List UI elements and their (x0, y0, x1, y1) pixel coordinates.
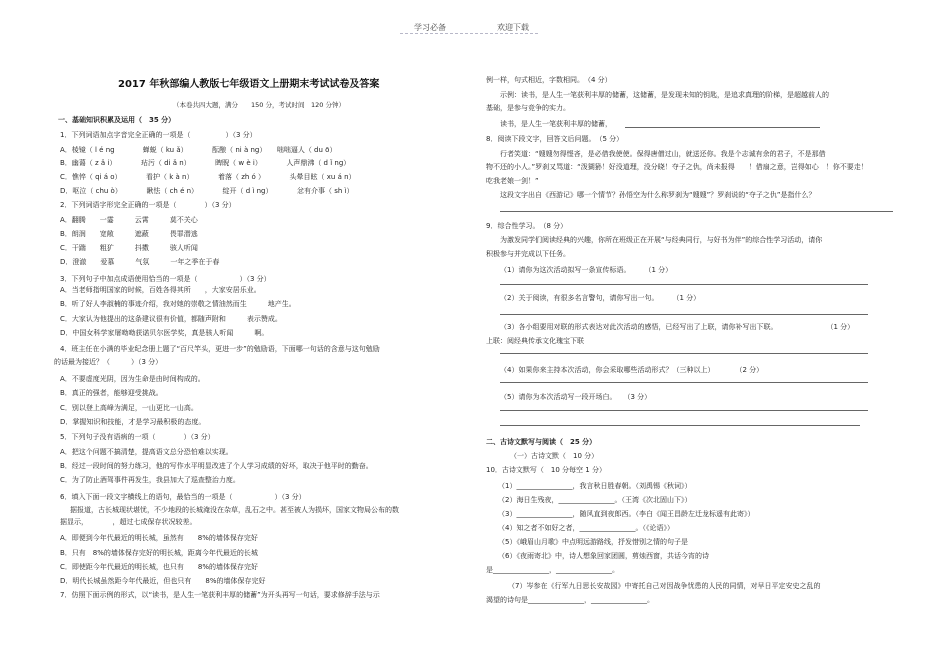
text-line: B．幽蔼（ z ǎ i） 玷污（ di ǎ n） 睥睨（ w è i） 人声鼎沸（ d ǐ ng） (60, 159, 351, 167)
text-line: A．翻腾 一霎 云霄 莫不关心 (60, 216, 198, 224)
text-line: 8．阅读下段文字，回答文后问题。 （5 分） (486, 135, 624, 143)
text-line: 示例：读书，是人生一笔获利丰厚的储蓄，这储蓄，是发现未知的钥匙，是追求真理的阶梯，是超越前人的 (500, 91, 829, 99)
text-line: B．朗润 宽敞 遮蔽 畏罪潜逃 (60, 230, 198, 238)
text-line: （1）________________，我言秋日胜春朝。（刘禹锡《秋词》） (498, 482, 692, 490)
text-line: 4．班主任在小满的毕业纪念册上题了“百尺竿头，更进一步”的勉励语，下面哪一句话的含意与这句勉励 (60, 345, 380, 353)
header-left: 学习必备 (414, 23, 446, 32)
answer-line (625, 127, 820, 128)
text-line: B．经过一段时间的努力练习，他的写作水平明显改进了个人学习成绩的好坏，取决于他平时的勤奋。 (60, 462, 373, 470)
text-line: D．澄澈 爱慕 气氛 一年之季在于春 (60, 258, 220, 266)
text-line: 上联：阅经典传承文化瑰宝下联 (486, 337, 584, 345)
answer-line (500, 425, 860, 426)
text-line: 渴望的诗句是________________，________________。 (486, 596, 654, 604)
text-line: 一、基础知识积累及运用（ 35 分） (58, 116, 176, 124)
text-line: D．中国女科学家屠呦呦获诺贝尔医学奖，真是骇人听闻 啊。 (60, 329, 269, 337)
text-line: 2．下列词语字形完全正确的一项是（ ）（3 分） (60, 201, 236, 209)
text-line: 这段文字出自《西游记》哪一个情节？孙悟空为什么称罗刹为“嫂嫂”？罗刹说的“夺子之仇”是指什么？ (500, 191, 816, 199)
text-line: C．大家认为他提出的这条建议很有价值，都随声附和 表示赞成。 (60, 315, 282, 323)
text-line: B．听了好人李淑楠的事迹介绍，我对她的崇敬之情油然而生 地产生。 (60, 300, 296, 308)
text-line: （5）请你为本次活动写一段开场白。 （3 分） (500, 393, 652, 401)
answer-line (500, 353, 868, 354)
text-line: （一）古诗文默（ 10 分） (510, 452, 599, 460)
text-line: 6．填入下面一段文字横线上的语句，最恰当的一项是（ ）（3 分） (60, 493, 306, 501)
text-line: C．干踹 粗犷 抖擞 骇人听闻 (60, 244, 198, 252)
text-line: A．把这个问题不搞清楚，提高语文总分恐怕难以实现。 (60, 448, 233, 456)
text-line: （5）《峨眉山月歌》中点明远游路线，抒发惜别之情的句子是 (498, 538, 688, 546)
text-line: （7）岑参在《行军九日思长安故园》中寄托自己对因战争忧患的人民的同情，对早日平定安史之乱的 (508, 582, 821, 590)
text-line: 据报道，古长城现状堪忧，不少地段的长城淹没在杂草，乱石之中。甚至被人为损坏，国家文物局公布的数 (70, 506, 399, 514)
text-line: 10．古诗文默写（ 10 分每空 1 分） (486, 466, 606, 474)
text-line: 物不还的小人。”罗刹又骂道：“泼猢狲！好没道理，没分晓！夺子之仇，尚未报得 ！借扇之意，岂得如心 ！你不要走！ (486, 163, 868, 171)
text-line: A．当老师指明国家的时候，百姓各得其所 ，大家安居乐业。 (60, 286, 261, 294)
text-line: D．明代长城虽然距今年代最近，但也只有 8%的墙体保存完好 (60, 577, 266, 585)
text-line: （3）________________，随风直到夜郎西。（李白《闻王昌龄左迁龙标遥有此寄》） (498, 510, 755, 518)
text-line: 例一样，句式相近，字数相同。 （4 分） (486, 76, 612, 84)
text-line: （4）知之者不如好之者，________________。（《论语》） (498, 524, 674, 532)
text-line: 是________________，________________。 (486, 566, 619, 574)
text-line: 为激发同学们阅读经典的兴趣，你所在班级正在开展“与经典同行，与好书为伴”的综合性学习活动，请你 (500, 236, 823, 244)
text-line: 吃我老娘一剑！” (486, 177, 539, 185)
answer-line (500, 211, 893, 212)
text-line: B．真正的强者，能够迎受挑战。 (60, 389, 163, 397)
text-line: A．即便到今年代最近的明长城，虽然有 8%的墙体保存完好 (60, 534, 258, 542)
text-line: 积极参与并完成以下任务。 (486, 250, 570, 258)
text-line: 7．仿照下面示例的形式，以“读书，是人生一笔获利丰厚的储蓄”为开头再写一句话，要求修辞手法与示 (60, 591, 380, 599)
text-line: 的话最为接近？（ ）（3 分） (54, 358, 163, 366)
answer-line (500, 410, 868, 411)
exam-title: 2017 年秋部编人教版七年级语文上册期末考试试卷及答案 (118, 79, 380, 90)
page-header (0, 22, 950, 38)
text-line: A．棱镜（ l é ng 蝉蜕（ ku ǎ） 酝酿（ ni à ng） 咄咄逼人（ du ō） (60, 146, 337, 154)
text-line: 5．下列句子没有语病的一项（ ）（3 分） (60, 433, 215, 441)
text-line: 3．下列句子中加点成语使用恰当的一项是（ ）（3 分） (60, 275, 271, 283)
text-line: C．为了防止酒驾事件再发生，我县加大了巡查整治力度。 (60, 476, 240, 484)
text-line: （4）如果你来主持本次活动，你会采取哪些活动形式？（三种以上） （2 分） (500, 366, 764, 374)
text-line: C．憔悴（ qi á o） 看护（ k à n） 着落（ zh ó ） 头晕目眩（ xu á n） (60, 173, 356, 181)
text-line: 据显示， ，超过七成保存状况较差。 (60, 518, 197, 526)
text-line: B．只有 8%的墙体保存完好的明长城，距离今年代最近的长城 (60, 549, 258, 557)
header-right: 欢迎下载 (497, 23, 529, 32)
text-line: 读书，是人生一笔获利丰厚的储蓄， (500, 120, 612, 128)
text-line: 基础，是参与竞争的实力。 (486, 104, 570, 112)
text-line: （6）《夜雨寄北》中，诗人想象回家团圆，剪烛西窗，共话今宵的诗 (498, 552, 709, 560)
answer-line (500, 382, 868, 383)
text-line: 二、古诗文默写与阅读（ 25 分） (486, 438, 597, 446)
text-line: C．即使距今年代最近的明长城，也只有 8%的墙体保存完好 (60, 563, 258, 571)
text-line: D．掌握知识和技能，才是学习最积极的态度。 (60, 418, 206, 426)
header-divider (400, 33, 538, 34)
text-line: 行者笑道：“嫂嫂勿得悭吝，是必借我使使。保得唐僧过山，就送还你。我是个志诚有余的君子，不是那借 (500, 150, 826, 158)
text-line: （1）请你为这次活动拟写一条宣传标语。 （1 分） (500, 266, 673, 274)
text-line: （3）各小组要用对联的形式表达对此次活动的感悟，已经写出了上联，请你补写出下联。 （1 分） (500, 323, 855, 331)
text-line: 1．下列词语加点字音完全正确的一项是（ ）（3 分） (60, 131, 257, 139)
text-line: A．不要虚度光阴，因为生命是由时间构成的。 (60, 375, 205, 383)
text-line: （2）海日生残夜，________________。（王湾《次北固山下》） (498, 496, 692, 504)
text-line: （2）关于阅读，有很多名言警句，请你写出一句。 （1 分） (500, 294, 701, 302)
answer-line (500, 314, 868, 315)
text-line: 9．综合性学习。 （8 分） (486, 222, 568, 230)
text-line: D．呕泣（ chu ò） 瞅怯（ ch é n） 绽开（ d ì ng） 忿有介事（ sh ì） (60, 187, 354, 195)
text-line: C．别以登上高峰为满足，一山更比一山高。 (60, 404, 198, 412)
answer-line (500, 284, 868, 285)
exam-subtitle: （本卷共四大题，满分 150 分，考试时间 120 分钟） (173, 101, 345, 109)
